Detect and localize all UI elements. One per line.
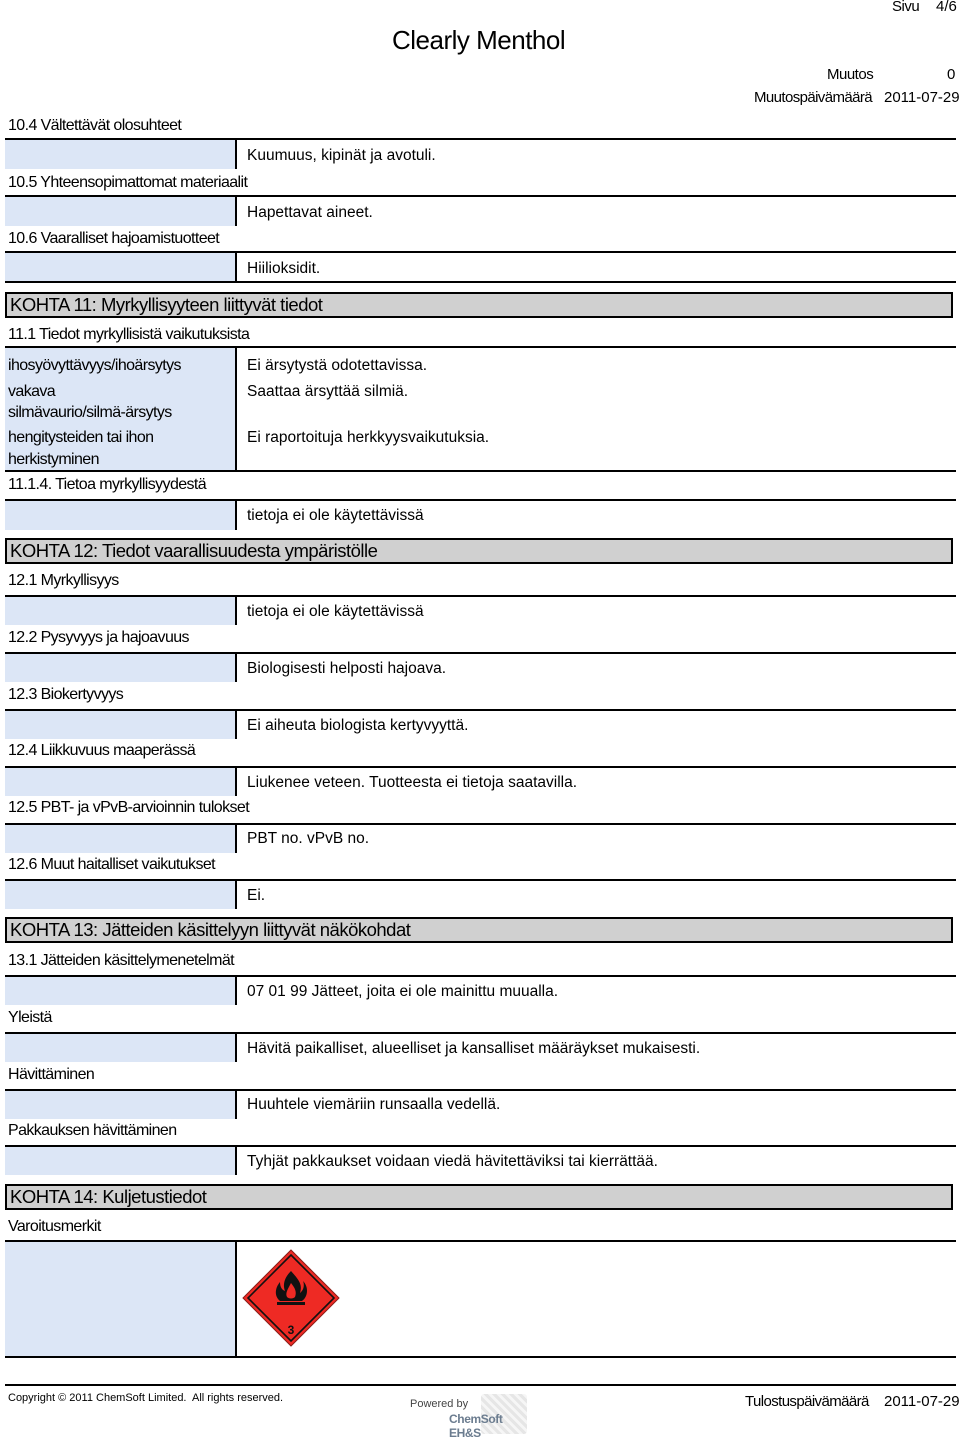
label-12-5: 12.5 PBT- ja vPvB-arvioinnin tulokset xyxy=(8,799,250,816)
label-cell xyxy=(5,501,235,530)
divider xyxy=(5,281,956,283)
cell-divider xyxy=(235,1091,237,1119)
cell-divider xyxy=(235,825,237,853)
chemsoft-logo xyxy=(405,1392,535,1440)
label-cell xyxy=(5,140,235,169)
divider xyxy=(5,1356,956,1358)
label-cell xyxy=(5,825,235,853)
value-13-1: 07 01 99 Jätteet, joita ei ole mainittu muualla. xyxy=(247,983,559,1000)
subsection-11-1: 11.1 Tiedot myrkyllisistä vaikutuksista xyxy=(8,326,250,343)
cell-divider xyxy=(235,711,237,739)
value-12-6: Ei. xyxy=(247,887,266,904)
print-date-value: 2011-07-29 xyxy=(884,1393,960,1410)
cell-divider xyxy=(235,501,237,530)
value-12-4: Liukenee veteen. Tuotteesta ei tietoja saatavilla. xyxy=(247,774,578,791)
section-12-header: KOHTA 12: Tiedot vaarallisuudesta ympäristölle xyxy=(5,538,953,564)
print-date-label: Tulostuspäivämäärä xyxy=(745,1393,869,1410)
label-10-6: 10.6 Vaaralliset hajoamistuotteet xyxy=(8,230,220,247)
value-10-4: Kuumuus, kipinät ja avotuli. xyxy=(247,147,436,164)
label-general: Yleistä xyxy=(8,1009,52,1026)
revision-date-label: Muutospäivämäärä xyxy=(754,89,872,106)
section-14-header: KOHTA 14: Kuljetustiedot xyxy=(5,1184,953,1210)
divider xyxy=(5,470,956,472)
value-sensitisation: Ei raportoituja herkkyysvaikutuksia. xyxy=(247,429,490,446)
flammable-liquid-pictogram xyxy=(242,1249,340,1347)
section-11-header: KOHTA 11: Myrkyllisyyteen liittyvät tiedot xyxy=(5,292,953,318)
label-12-1: 12.1 Myrkyllisyys xyxy=(8,572,119,589)
section-13-header: KOHTA 13: Jätteiden käsittelyyn liittyvät näkökohdat xyxy=(5,917,953,943)
cell-divider xyxy=(235,140,237,169)
label-cell xyxy=(5,881,235,909)
label-eye-damage-line2: silmävaurio/silmä-ärsytys xyxy=(8,404,172,421)
value-eye-damage: Saattaa ärsyttää silmiä. xyxy=(247,383,409,400)
document-title: Clearly Menthol xyxy=(392,25,566,55)
cell-divider xyxy=(235,597,237,625)
label-cell xyxy=(5,253,235,282)
cell-divider xyxy=(235,253,237,282)
revision-date-value: 2011-07-29 xyxy=(884,89,960,106)
cell-divider xyxy=(235,1242,237,1357)
value-12-3: Ei aiheuta biologista kertyvyyttä. xyxy=(247,717,469,734)
label-12-6: 12.6 Muut haitalliset vaikutukset xyxy=(8,856,215,873)
cell-divider xyxy=(235,348,237,470)
revision-value: 0 xyxy=(947,66,956,83)
subsection-warning-signs: Varoitusmerkit xyxy=(8,1218,101,1235)
value-12-1: tietoja ei ole käytettävissä xyxy=(247,603,424,620)
copyright: Copyright © 2011 ChemSoft Limited. All rights reserved. xyxy=(8,1392,284,1404)
label-cell xyxy=(5,197,235,226)
page-label: Sivu xyxy=(892,0,920,15)
label-cell xyxy=(5,597,235,625)
value-12-2: Biologisesti helposti hajoava. xyxy=(247,660,447,677)
label-eye-damage-line1: vakava xyxy=(8,383,56,400)
label-cell xyxy=(5,1147,235,1175)
value-10-6: Hiilioksidit. xyxy=(247,260,321,277)
label-disposal: Hävittäminen xyxy=(8,1066,95,1083)
label-12-3: 12.3 Biokertyvyys xyxy=(8,686,124,703)
label-10-4: 10.4 Vältettävät olosuhteet xyxy=(8,117,182,134)
label-packaging: Pakkauksen hävittäminen xyxy=(8,1122,177,1139)
label-cell xyxy=(5,977,235,1005)
revision-label: Muutos xyxy=(827,66,874,83)
label-sensitisation-line1: hengitysteiden tai ihon xyxy=(8,429,154,446)
label-cell xyxy=(5,1242,235,1357)
hazard-class-number: 3 xyxy=(287,1323,295,1337)
powered-by-text: Powered by xyxy=(410,1398,469,1410)
cell-divider xyxy=(235,197,237,226)
label-cell xyxy=(5,1091,235,1119)
value-10-5: Hapettavat aineet. xyxy=(247,204,373,221)
subsection-11-1-4: 11.1.4. Tietoa myrkyllisyydestä xyxy=(8,476,207,493)
label-cell xyxy=(5,768,235,796)
value-12-5: PBT no. vPvB no. xyxy=(247,830,370,847)
label-sensitisation-line2: herkistyminen xyxy=(8,451,99,468)
label-12-2: 12.2 Pysyvyys ja hajoavuus xyxy=(8,629,189,646)
label-skin-irritation: ihosyövyttävyys/ihoärsytys xyxy=(8,357,181,374)
cell-divider xyxy=(235,1034,237,1062)
label-cell xyxy=(5,711,235,739)
label-cell xyxy=(5,1034,235,1062)
brand-name: ChemSoft EH&S xyxy=(449,1412,503,1440)
value-disposal: Huuhtele viemäriin runsaalla vedellä. xyxy=(247,1096,501,1113)
cell-divider xyxy=(235,977,237,1005)
cell-divider xyxy=(235,768,237,796)
label-10-5: 10.5 Yhteensopimattomat materiaalit xyxy=(8,174,248,191)
value-general: Hävitä paikalliset, alueelliset ja kansalliset määräykset mukaisesti. xyxy=(247,1040,701,1057)
cell-divider xyxy=(235,881,237,909)
cell-divider xyxy=(235,1147,237,1175)
value-11-1-4: tietoja ei ole käytettävissä xyxy=(247,507,424,524)
footer-rule xyxy=(5,1384,956,1386)
value-skin-irritation: Ei ärsytystä odotettavissa. xyxy=(247,357,428,374)
subsection-13-1: 13.1 Jätteiden käsittelymenetelmät xyxy=(8,952,234,969)
page-number: 4/6 xyxy=(936,0,957,15)
label-12-4: 12.4 Liikkuvuus maaperässä xyxy=(8,742,196,759)
label-cell xyxy=(5,654,235,682)
cell-divider xyxy=(235,654,237,682)
value-packaging: Tyhjät pakkaukset voidaan viedä hävitettäviksi tai kierrättää. xyxy=(247,1153,658,1170)
